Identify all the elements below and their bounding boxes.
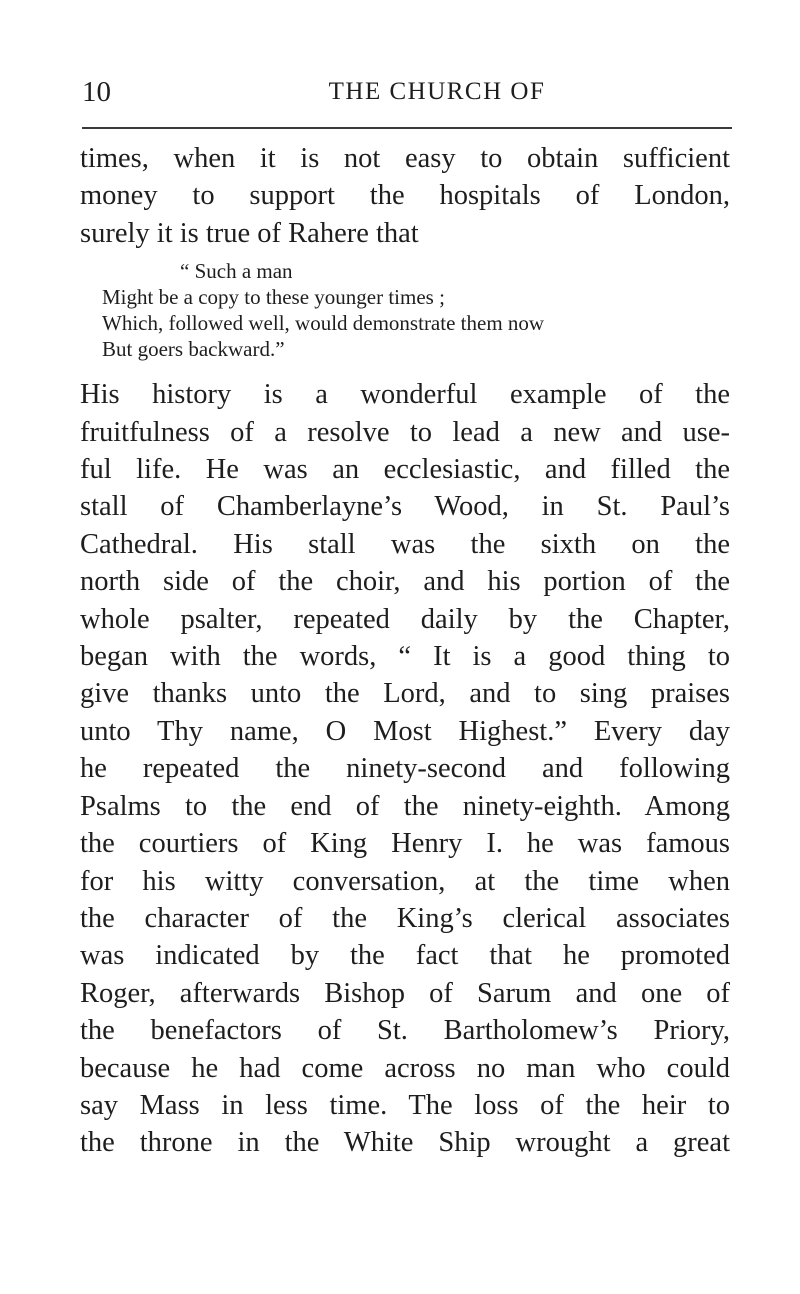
text-line: the throne in the White Ship wrought a great xyxy=(80,1127,730,1159)
text-line: money to support the hospitals of London, xyxy=(80,180,730,212)
text-line: for his witty conversation, at the time when xyxy=(80,865,730,897)
quote-line: But goers backward.” xyxy=(102,337,285,362)
text-line: surely it is true of Rahere that xyxy=(80,217,419,249)
text-line: north side of the choir, and his portion of the xyxy=(80,566,730,598)
text-line: fruitfulness of a resolve to lead a new and use- xyxy=(80,416,730,448)
text-line: Roger, afterwards Bishop of Sarum and one of xyxy=(80,977,730,1009)
text-line: the courtiers of King Henry I. he was famous xyxy=(80,828,730,860)
running-head xyxy=(82,74,732,110)
text-line: unto Thy name, O Most Highest.” Every day xyxy=(80,715,730,747)
text-line: was indicated by the fact that he promoted xyxy=(80,940,730,972)
running-title: THE CHURCH OF xyxy=(328,78,546,105)
paragraph-2 xyxy=(80,376,730,1162)
text-line: the character of the King’s clerical associates xyxy=(80,902,730,934)
text-line: Cathedral. His stall was the sixth on the xyxy=(80,528,730,560)
block-quote xyxy=(80,258,730,362)
text-line: whole psalter, repeated daily by the Chapter, xyxy=(80,603,730,635)
text-line: times, when it is not easy to obtain sufficient xyxy=(80,143,730,174)
header-rule xyxy=(82,127,732,129)
text-line: because he had come across no man who could xyxy=(80,1052,730,1084)
quote-line: Which, followed well, would demonstrate them now xyxy=(102,311,545,336)
text-line: stall of Chamberlayne’s Wood, in St. Paul’s xyxy=(80,491,730,523)
body-text xyxy=(80,140,730,1162)
paragraph-1 xyxy=(80,140,730,252)
text-line: ful life. He was an ecclesiastic, and filled the xyxy=(80,454,730,486)
text-line: he repeated the ninety-second and following xyxy=(80,753,730,785)
page-number: 10 xyxy=(82,76,111,108)
quote-line: Might be a copy to these younger times ; xyxy=(102,285,445,310)
text-line: say Mass in less time. The loss of the heir to xyxy=(80,1089,730,1121)
text-line: the benefactors of St. Bartholomew’s Priory, xyxy=(80,1015,730,1047)
quote-line: “ Such a man xyxy=(180,259,293,284)
text-line: began with the words, “ It is a good thing to xyxy=(80,641,730,673)
text-line: His history is a wonderful example of the xyxy=(80,379,730,411)
text-line: give thanks unto the Lord, and to sing praises xyxy=(80,678,730,710)
text-line: Psalms to the end of the ninety-eighth. Among xyxy=(80,790,730,822)
